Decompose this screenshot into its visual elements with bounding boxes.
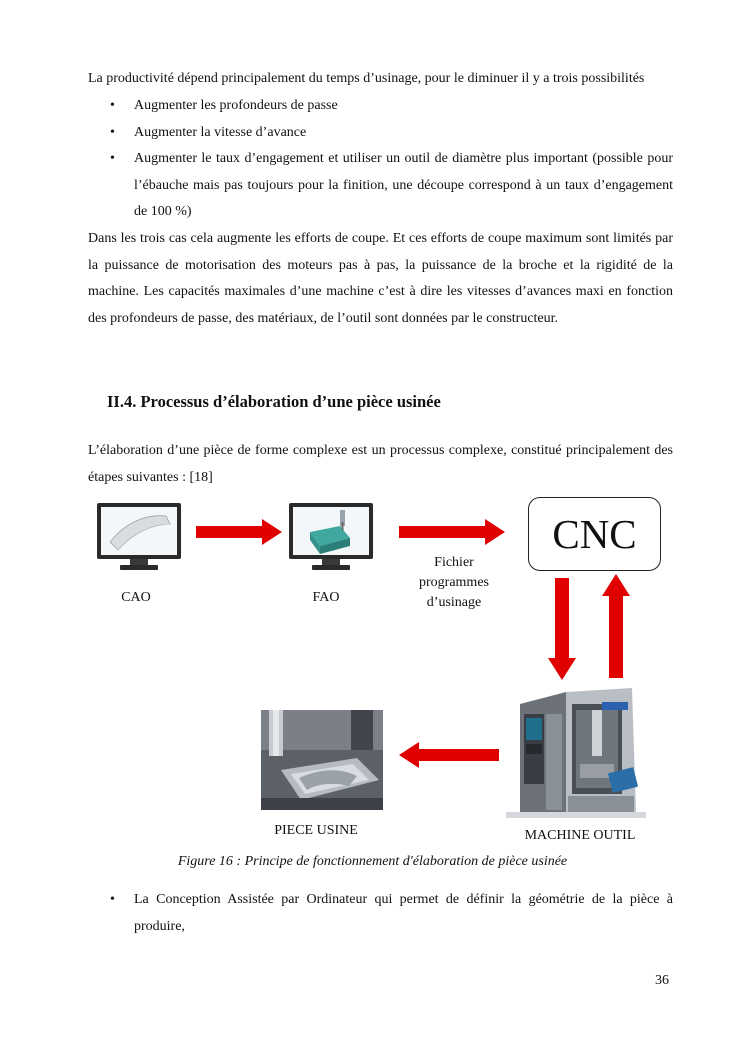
arrow-cnc-to-machine <box>548 578 576 680</box>
intro-paragraph: La productivité dépend principalement du temps d’usinage, pour le diminuer il y a trois possibilités <box>88 71 645 86</box>
figure-caption: Figure 16 : Principe de fonctionnement d'élaboration de pièce usinée <box>177 854 568 869</box>
cao-label: CAO <box>121 590 151 605</box>
fao-label: FAO <box>312 590 340 605</box>
list-item: • Augmenter les profondeurs de passe <box>88 93 673 120</box>
paragraph-elaboration: L’élaboration d’une pièce de forme complexe est un processus complexe, constitué principalement des étapes suivantes : [18] <box>88 443 673 485</box>
list-item: • Augmenter la vitesse d’avance <box>88 120 673 147</box>
piece-label: PIECE USINE <box>274 823 358 838</box>
machined-part-image <box>261 710 383 810</box>
fao-monitor-icon <box>288 502 374 572</box>
file-programs-label <box>406 553 502 613</box>
page-number: 36 <box>655 973 669 988</box>
arrow-fao-to-cnc <box>399 519 505 545</box>
bullet-list-bottom <box>88 887 673 940</box>
file-label-line-3: d’usinage <box>426 595 482 610</box>
bullet-list-top <box>88 93 673 226</box>
arrow-machine-to-cnc <box>602 574 630 678</box>
cao-monitor-icon <box>96 502 182 572</box>
list-item: • La Conception Assistée par Ordinateur qui permet de définir la géométrie de la pièce à produire, <box>88 887 673 940</box>
arrow-machine-to-piece <box>399 742 499 768</box>
machine-label: MACHINE OUTIL <box>524 828 636 843</box>
section-title: II.4. Processus d’élaboration d’une pièce usinée <box>107 392 441 411</box>
file-label-line-2: programmes <box>419 575 489 590</box>
cnc-label: CNC <box>552 511 637 557</box>
list-item: • Augmenter le taux d’engagement et utiliser un outil de diamètre plus important (possible pour l’ébauche mais pas toujours pour la finition, une découpe correspond à un taux d’engagement de 100 %) <box>88 146 673 226</box>
paragraph-efforts: Dans les trois cas cela augmente les efforts de coupe. Et ces efforts de coupe maximum sont limités par la puissance de motorisation des moteurs pas à pas, la puissance de la broche et la rigidité de la machine. Les capacités maximales d’une machine c’est à dire les vitesses d’avances maxi en fonction des profondeurs de passe, des matériaux, de l’outil sont données par le constructeur. <box>88 231 673 326</box>
file-label-line-1: Fichier <box>434 555 474 570</box>
cnc-box <box>528 497 661 571</box>
machine-tool-image <box>506 684 646 818</box>
arrow-cao-to-fao <box>196 519 282 545</box>
